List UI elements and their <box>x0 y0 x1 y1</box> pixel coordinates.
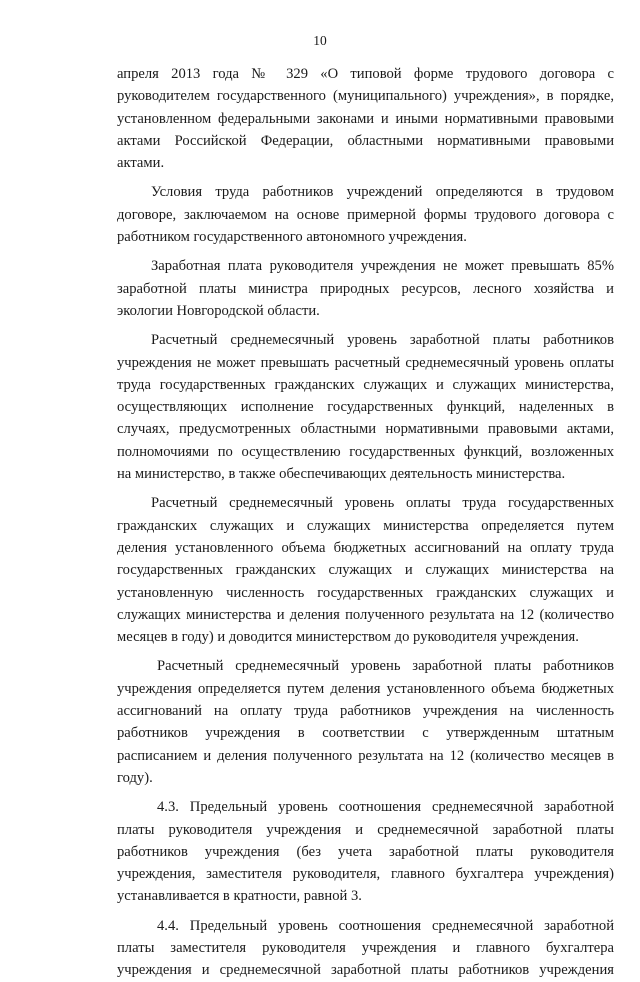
text-line: работником государственного автономного учреждения. <box>117 229 467 246</box>
paragraph <box>117 181 614 248</box>
text-line: деления установленного объема бюджетных ассигнований на оплату труда <box>117 539 614 556</box>
text-line: актами Российской Федерации, областными нормативными правовыми <box>117 132 614 149</box>
text-line: заработной платы министра природных ресурсов, лесного хозяйства и <box>117 280 614 297</box>
paragraph-gap <box>117 322 614 329</box>
text-line: осуществляющих исполнение государственных функций, наделенных в <box>117 399 614 416</box>
text-line: апреля 2013 года № 329 «О типовой форме трудового договора с <box>117 66 614 82</box>
text-line: учреждения, заместителя руководителя, главного бухгалтера учреждения) <box>117 866 614 883</box>
text-line: договоре, заключаемом на основе примерной формы трудового договора с <box>117 206 614 223</box>
document-body <box>117 63 614 982</box>
text-line: платы руководителя учреждения и среднемесячной заработной платы <box>117 821 614 838</box>
text-line: месяцев в году) и доводится министерством до руководителя учреждения. <box>117 629 579 646</box>
text-line: году). <box>117 769 153 786</box>
paragraph-gap <box>117 789 614 796</box>
text-line: государственных гражданских служащих и служащих министерства на <box>117 562 614 579</box>
paragraph-gap <box>117 485 614 492</box>
text-line: руководителем государственного (муниципального) учреждения», в порядке, <box>117 88 614 105</box>
text-line: устанавливается в кратности, равной 3. <box>117 888 362 905</box>
paragraph-gap <box>117 648 614 655</box>
text-line: Заработная плата руководителя учреждения не может превышать 85% <box>151 258 614 275</box>
text-line: Расчетный среднемесячный уровень оплаты труда государственных <box>151 495 614 512</box>
page-number: 10 <box>313 33 327 48</box>
text-line: учреждения не может превышать расчетный среднемесячный уровень оплаты <box>117 354 614 371</box>
text-line: расписанием и деления полученного результата на 12 (количество месяцев в <box>117 747 614 764</box>
text-line: ассигнований на оплату труда работников учреждения на численность <box>117 703 614 720</box>
text-line: работников учреждения в соответствии с утвержденным штатным <box>117 725 614 742</box>
paragraph <box>117 63 614 174</box>
text-line: Расчетный среднемесячный уровень заработной платы работников <box>151 332 614 349</box>
text-line: гражданских служащих и служащих министерства определяется путем <box>117 517 614 534</box>
paragraph-gap <box>117 174 614 181</box>
text-line: установленном федеральными законами и иными нормативными правовыми <box>117 110 614 127</box>
paragraph <box>117 915 614 982</box>
text-line: экологии Новгородской области. <box>117 302 320 319</box>
text-line: случаях, предусмотренных областными нормативными правовыми актами, <box>117 421 614 438</box>
text-line: 4.4. Предельный уровень соотношения среднемесячной заработной <box>157 917 614 934</box>
text-line: Расчетный среднемесячный уровень заработной платы работников <box>157 658 614 675</box>
text-line: полномочиями по осуществлению государственных функций, возложенных <box>117 443 614 460</box>
paragraph-gap <box>117 248 614 255</box>
paragraph <box>117 329 614 485</box>
text-line: на министерство, в также обеспечивающих деятельность министерства. <box>117 466 566 483</box>
paragraph <box>117 255 614 322</box>
text-line: актами. <box>117 155 165 172</box>
text-line: Условия труда работников учреждений определяются в трудовом <box>151 184 614 201</box>
text-line: платы заместителя руководителя учреждения и главного бухгалтера <box>117 939 614 956</box>
text-line: учреждения и среднемесячной заработной платы работников учреждения <box>117 962 614 979</box>
paragraph-gap <box>117 908 614 915</box>
text-line: работников учреждения (без учета заработной платы руководителя <box>117 843 614 860</box>
text-line: служащих министерства и деления полученного результата на 12 (количество <box>117 606 614 623</box>
paragraph <box>117 796 614 907</box>
text-line: труда государственных гражданских служащих и служащих министерства, <box>117 376 614 393</box>
paragraph <box>117 655 614 789</box>
text-line: учреждения определяется путем деления установленного объема бюджетных <box>117 680 614 697</box>
text-line: установленную численность государственных гражданских служащих и <box>117 584 614 601</box>
paragraph <box>117 492 614 648</box>
text-line: 4.3. Предельный уровень соотношения среднемесячной заработной <box>157 799 614 816</box>
